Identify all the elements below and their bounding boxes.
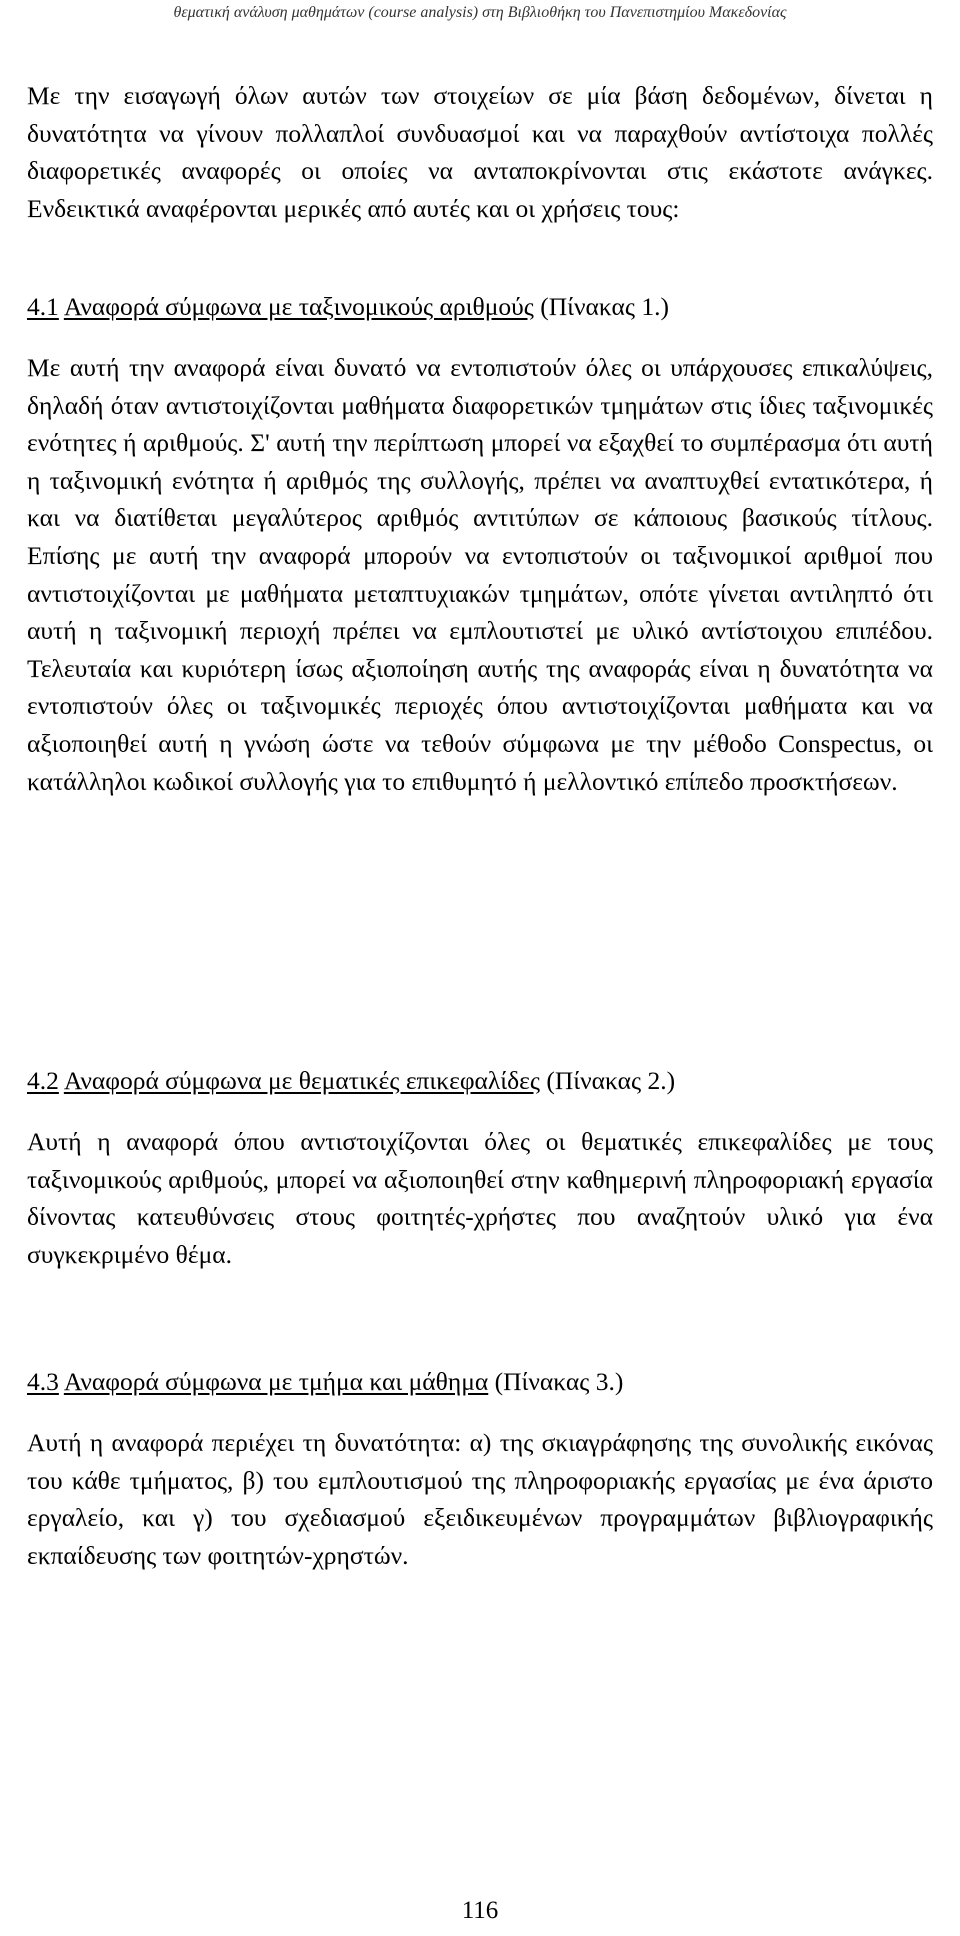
section-number: 4.3	[27, 1367, 59, 1396]
table-reference: (Πίνακας 2.)	[546, 1066, 676, 1095]
table-reference: (Πίνακας 1.)	[540, 292, 669, 321]
page-number: 116	[461, 1897, 499, 1924]
intro-paragraph: Με την εισαγωγή όλων αυτών των στοιχείων σε μία βάση δεδομένων, δίνεται η δυνατότητα να γίνουν πολλαπλοί συνδυασμοί και να παραχθούν αντίστοιχα πολλές διαφορετικές αναφορές οι οποίες να ανταποκρίνονται στις εκάστοτε ανάγκες. Ενδεικτικά αναφέρονται μερικές από αυτές και οι χρήσεις τους:	[27, 81, 933, 223]
section-4-3-paragraph: Αυτή η αναφορά περιέχει τη δυνατότητα: α) της σκιαγράφησης της συνολικής εικόνας του κάθε τμήματος, β) του εμπλουτισμού της πληροφοριακής εργασίας με ένα άριστο εργαλείο, και γ) του σχεδιασμού εξειδικευμένων προγραμμάτων βιβλιογραφικής εκπαίδευσης των φοιτητών-χρηστών.	[27, 1428, 933, 1570]
section-title: Αναφορά σύμφωνα με ταξινομικούς αριθμούς	[63, 292, 534, 321]
section-heading-4-1	[27, 288, 933, 326]
section-title: Αναφορά σύμφωνα με θεματικές επικεφαλίδες	[63, 1066, 540, 1095]
section-title: Αναφορά σύμφωνα με τμήμα και μάθημα	[63, 1367, 489, 1396]
section-heading-4-3	[27, 1363, 933, 1401]
section-number: 4.1	[27, 292, 59, 321]
running-header: θεματική ανάλυση μαθημάτων (course analysis) στη Βιβλιοθήκη του Πανεπιστημίου Μακεδονίας	[173, 4, 787, 21]
section-number: 4.2	[27, 1066, 59, 1095]
table-reference: (Πίνακας 3.)	[494, 1367, 624, 1396]
section-heading-4-2	[27, 1062, 933, 1100]
section-4-2-paragraph: Αυτή η αναφορά όπου αντιστοιχίζονται όλες οι θεματικές επικεφαλίδες με τους ταξινομικούς αριθμούς, μπορεί να αξιοποιηθεί στην καθημερινή πληροφοριακή εργασία δίνοντας κατευθύνσεις στους φοιτητές-χρήστες που αναζητούν υλικό για ένα συγκεκριμένο θέμα.	[27, 1127, 933, 1269]
section-4-1-paragraph: Με αυτή την αναφορά είναι δυνατό να εντοπιστούν όλες οι υπάρχουσες επικαλύψεις, δηλαδή όταν αντιστοιχίζονται μαθήματα διαφορετικών τμημάτων στις ίδιες ταξινομικές ενότητες ή αριθμούς. Σ' αυτή την περίπτωση μπορεί να εξαχθεί το συμπέρασμα ότι αυτή η ταξινομική ενότητα ή αριθμός της συλλογής, πρέπει να αναπτυχθεί εντατικότερα, ή και να διατίθεται μεγαλύτερος αριθμός αντιτύπων σε κάποιους βασικούς τίτλους. Επίσης με αυτή την αναφορά μπορούν να εντοπιστούν οι ταξινομικοί αριθμοί που αντιστοιχίζονται με μαθήματα μεταπτυχιακών τμημάτων, οπότε γίνεται αντιληπτό ότι αυτή η ταξινομική περιοχή πρέπει να εμπλουτιστεί με υλικό αντίστοιχου επιπέδου. Τελευταία και κυριότερη ίσως αξιοποίηση αυτής της αναφοράς είναι η δυνατότητα να εντοπιστούν όλες οι ταξινομικές περιοχές όπου αντιστοιχίζονται μαθήματα και να αξιοποιηθεί αυτή η γνώση ώστε να τεθούν σύμφωνα με την μέθοδο Conspectus, οι κατάλληλοι κωδικοί συλλογής για το επιθυμητό ή μελλοντικό επίπεδο προσκτήσεων.	[27, 353, 933, 796]
